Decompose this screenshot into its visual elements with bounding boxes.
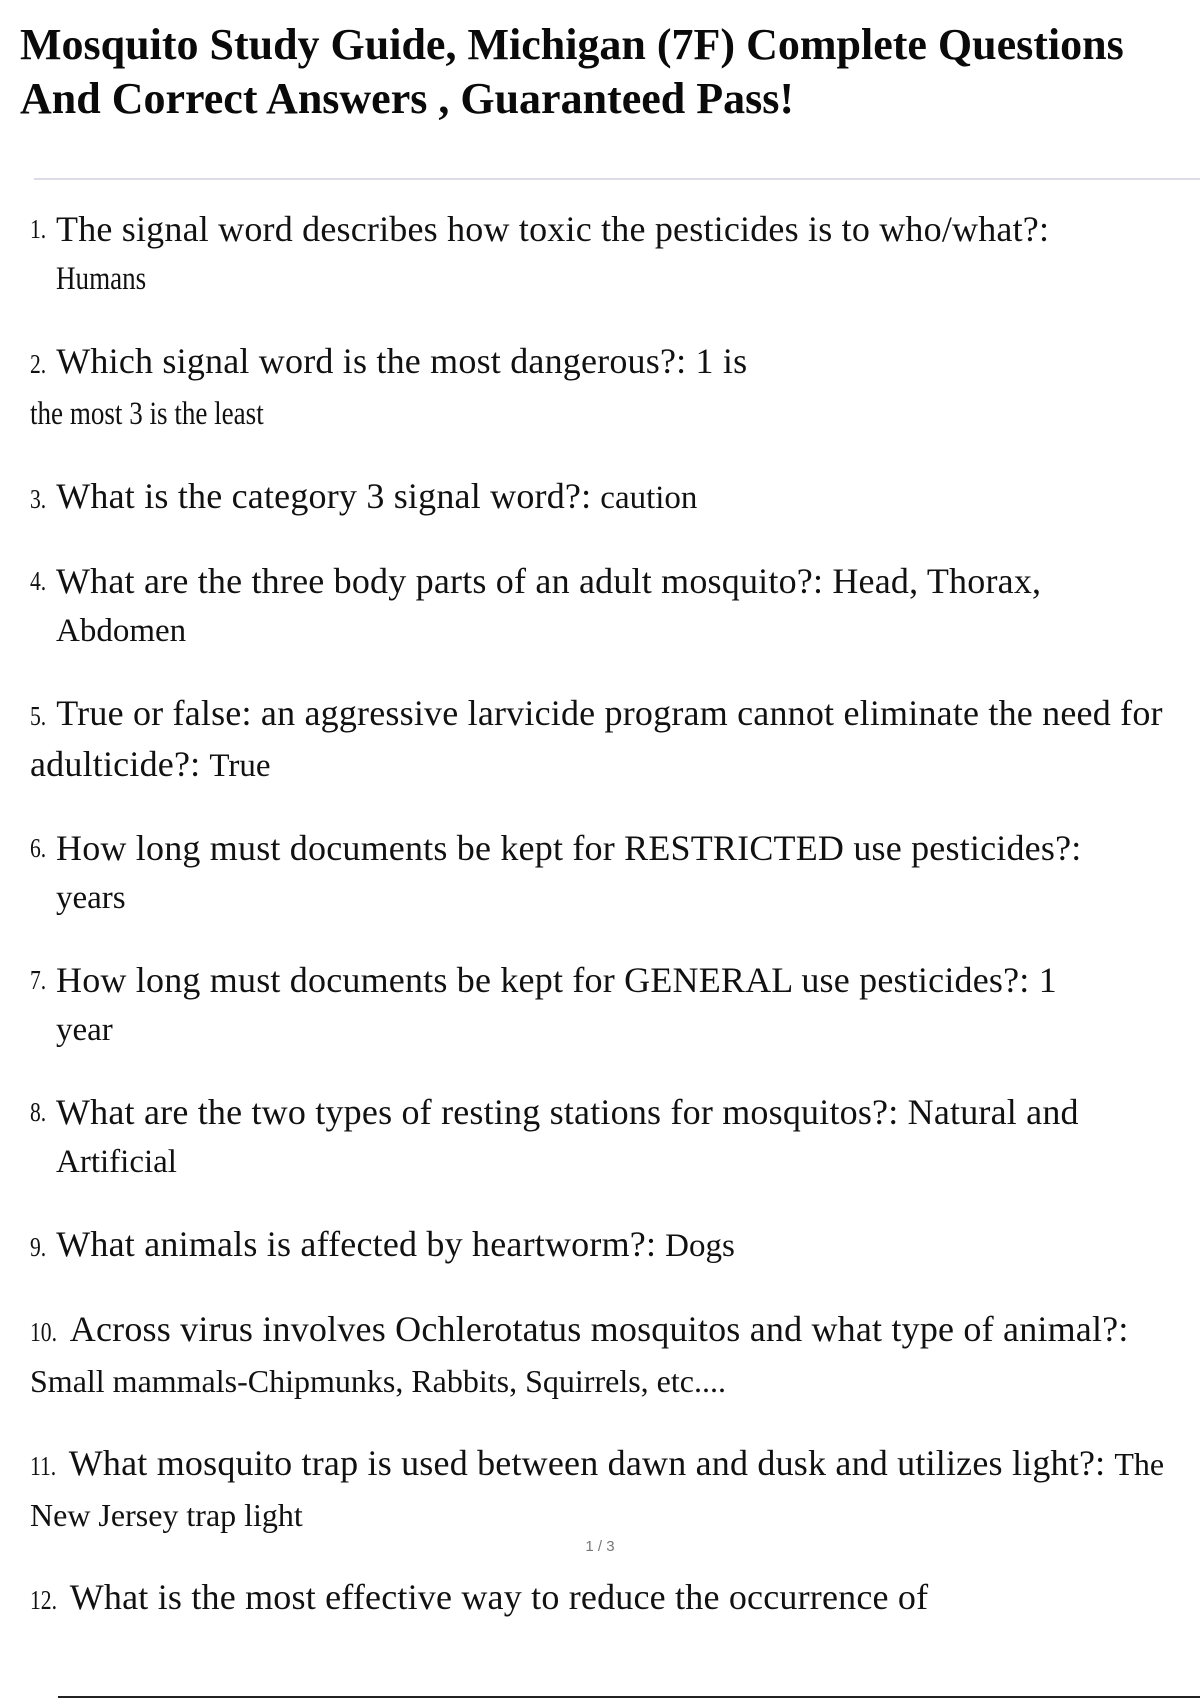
question-text: How long must documents be kept for RESTRICTED use pesticides?: bbox=[56, 828, 1082, 868]
question-text: What is the category 3 signal word?: bbox=[56, 476, 592, 516]
question-text: True or false: an aggressive larvicide program cannot eliminate the need for adulticide?: bbox=[30, 693, 1163, 784]
item-number: 8. bbox=[30, 1097, 47, 1127]
answer-text: Abdomen bbox=[56, 613, 187, 649]
item-number: 3. bbox=[30, 484, 47, 514]
item-number: 6. bbox=[30, 833, 47, 863]
item-number: 10. bbox=[30, 1317, 57, 1347]
qa-item-3 bbox=[30, 472, 1200, 523]
document-title: Mosquito Study Guide, Michigan (7F) Complete Questions And Correct Answers , Guaranteed Pass! bbox=[20, 20, 1124, 123]
item-number: 2. bbox=[30, 349, 47, 379]
item-number: 4. bbox=[30, 566, 47, 596]
answer-text: Dogs bbox=[665, 1228, 735, 1264]
question-text: Which signal word is the most dangerous?: 1 is bbox=[56, 341, 748, 381]
qa-item-2 bbox=[30, 337, 1200, 438]
page-number: 1 / 3 bbox=[585, 1538, 615, 1555]
item-number: 9. bbox=[30, 1232, 47, 1262]
question-text: Across virus involves Ochlerotatus mosquitos and what type of animal?: bbox=[69, 1309, 1129, 1349]
answer-text: Artificial bbox=[56, 1144, 177, 1180]
item-number: 11. bbox=[30, 1451, 57, 1481]
question-text: The signal word describes how toxic the pesticides is to who/what?: bbox=[56, 209, 1050, 249]
qa-item-9 bbox=[30, 1220, 1200, 1271]
question-text: What is the most effective way to reduce the occurrence of bbox=[69, 1577, 929, 1617]
question-text: How long must documents be kept for GENERAL use pesticides?: 1 bbox=[56, 960, 1057, 1000]
item-number: 12. bbox=[30, 1585, 57, 1615]
qa-item-4 bbox=[30, 557, 1200, 655]
answer-text: True bbox=[209, 748, 271, 784]
answer-text: the most 3 is the least bbox=[30, 396, 264, 432]
item-number: 7. bbox=[30, 965, 47, 995]
answer-text: Humans bbox=[56, 261, 147, 297]
title-divider bbox=[34, 178, 1200, 180]
qa-item-6 bbox=[30, 824, 1200, 922]
answer-text: year bbox=[56, 1012, 113, 1048]
question-list bbox=[30, 205, 1200, 1658]
question-text: What are the three body parts of an adult mosquito?: Head, Thorax, bbox=[56, 561, 1042, 601]
question-text: What animals is affected by heartworm?: bbox=[56, 1224, 657, 1264]
question-text: What mosquito trap is used between dawn and dusk and utilizes light?: bbox=[68, 1443, 1106, 1483]
footer-divider bbox=[58, 1696, 1200, 1698]
answer-text: caution bbox=[600, 480, 698, 516]
answer-text: Small mammals-Chipmunks, Rabbits, Squirrels, etc.... bbox=[30, 1363, 726, 1399]
qa-item-1 bbox=[30, 205, 1200, 303]
qa-item-12 bbox=[30, 1573, 1200, 1624]
answer-text: The New Jersey trap light bbox=[30, 1446, 1165, 1533]
qa-item-5 bbox=[30, 689, 1200, 790]
qa-item-11 bbox=[30, 1439, 1200, 1539]
qa-item-7 bbox=[30, 956, 1200, 1054]
qa-item-10 bbox=[30, 1305, 1200, 1405]
answer-text: years bbox=[56, 880, 126, 916]
qa-item-8 bbox=[30, 1088, 1200, 1186]
item-number: 5. bbox=[30, 701, 47, 731]
question-text: What are the two types of resting stations for mosquitos?: Natural and bbox=[56, 1092, 1079, 1132]
item-number: 1. bbox=[30, 214, 47, 244]
